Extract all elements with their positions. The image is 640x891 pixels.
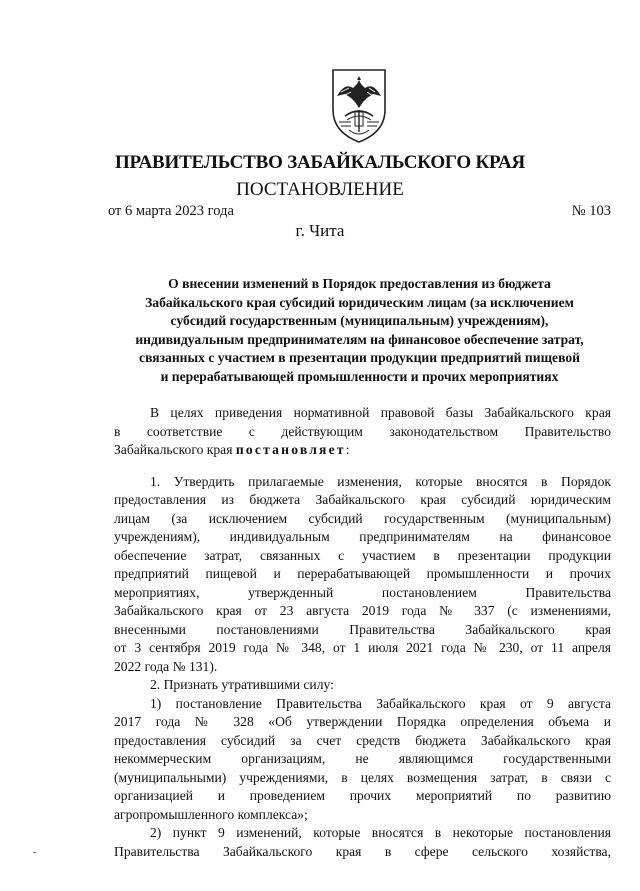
text-line: 2) пункт 9 изменений, которые вносятся в некоторые постановления bbox=[150, 825, 611, 840]
government-name: ПРАВИТЕЛЬСТВО ЗАБАЙКАЛЬСКОГО КРАЯ bbox=[114, 152, 526, 173]
text-line: предоставления субсидий за счет средств бюджета Забайкальского края bbox=[114, 732, 611, 748]
text-line: Правительства Забайкальского края в сфере сельского хозяйства, bbox=[114, 843, 611, 859]
coat-of-arms-icon bbox=[327, 66, 391, 144]
text-line: в соответствие с действующим законодательством Правительство bbox=[114, 423, 611, 439]
item-2-sub-1 bbox=[114, 695, 611, 825]
text-line: обеспечение затрат, связанных с участием в презентации продукции bbox=[114, 547, 611, 563]
item-2-heading: 2. Признать утратившими силу: bbox=[150, 677, 334, 692]
text-line: 2017 года № 328 «Об утверждении Порядка определения объема и bbox=[114, 714, 611, 729]
preamble-paragraph bbox=[114, 404, 611, 460]
text-line: организацией и проведением прочих мероприятий по развитию bbox=[114, 788, 611, 803]
text-line: Забайкальского края от 23 августа 2019 года № 337 (с изменениями, bbox=[114, 603, 611, 618]
title-line: субсидий государственным (муниципальным) учреждениям), bbox=[170, 313, 549, 328]
document-title bbox=[108, 275, 611, 386]
item-1-paragraph bbox=[114, 473, 611, 677]
document-number: № 103 bbox=[571, 203, 611, 219]
text-line bbox=[114, 441, 611, 460]
text-line: лицам (за исключением субсидий государственным (муниципальным) bbox=[114, 510, 611, 526]
title-line: индивидуальным предпринимателям на финансовое обеспечение затрат, bbox=[135, 331, 584, 347]
city: г. Чита bbox=[295, 221, 345, 240]
text-line: 1. Утвердить прилагаемые изменения, которые вносятся в Порядок bbox=[150, 473, 611, 489]
text-line: мероприятиях, утвержденный постановлением Правительства bbox=[114, 584, 611, 600]
text-line: 2022 года № 131). bbox=[114, 658, 218, 674]
title-line: Забайкальского края субсидий юридическим лицам (за исключением bbox=[145, 294, 574, 310]
text-line: (муниципальными) учреждениями, в целях возмещения затрат, в связи с bbox=[114, 769, 611, 785]
text-line: предоставления из бюджета Забайкальского края субсидий юридическим bbox=[114, 492, 611, 507]
text-line: от 3 сентября 2019 года № 348, от 1 июля 2021 года № 230, от 11 апреля bbox=[114, 640, 611, 655]
text-line: некоммерческим организациям, не являющимся государственными bbox=[114, 751, 611, 766]
text-fragment: Забайкальского края bbox=[114, 442, 233, 457]
item-2-sub-2 bbox=[114, 824, 611, 861]
text-line: В целях приведения нормативной правовой базы Забайкальского края bbox=[150, 405, 611, 420]
document-type: ПОСТАНОВЛЕНИЕ bbox=[236, 179, 404, 200]
text-line: предприятий пищевой и перерабатывающей промышленности и прочих bbox=[114, 566, 611, 581]
title-line: О внесении изменений в Порядок предоставления из бюджета bbox=[168, 276, 551, 291]
text-line: 1) постановление Правительства Забайкальского края от 9 августа bbox=[150, 695, 611, 711]
document-body bbox=[114, 404, 611, 861]
text-line: агропромышленного комплекса»; bbox=[114, 806, 308, 822]
text-line: учреждениям), индивидуальным предпринимателям на финансовое bbox=[114, 529, 611, 544]
scan-speck bbox=[33, 852, 36, 853]
text-fragment: : bbox=[345, 442, 350, 457]
title-line: связанных с участием в презентации продукции предприятий пищевой bbox=[139, 350, 580, 365]
text-line: внесенными постановлениями Правительства Забайкальского края bbox=[114, 621, 611, 637]
item-2-paragraph bbox=[114, 676, 611, 695]
title-line: и перерабатывающей промышленности и прочих мероприятиях bbox=[160, 368, 559, 384]
document-date: от 6 марта 2023 года bbox=[108, 203, 234, 219]
resolves-word: постановляет bbox=[235, 442, 346, 457]
